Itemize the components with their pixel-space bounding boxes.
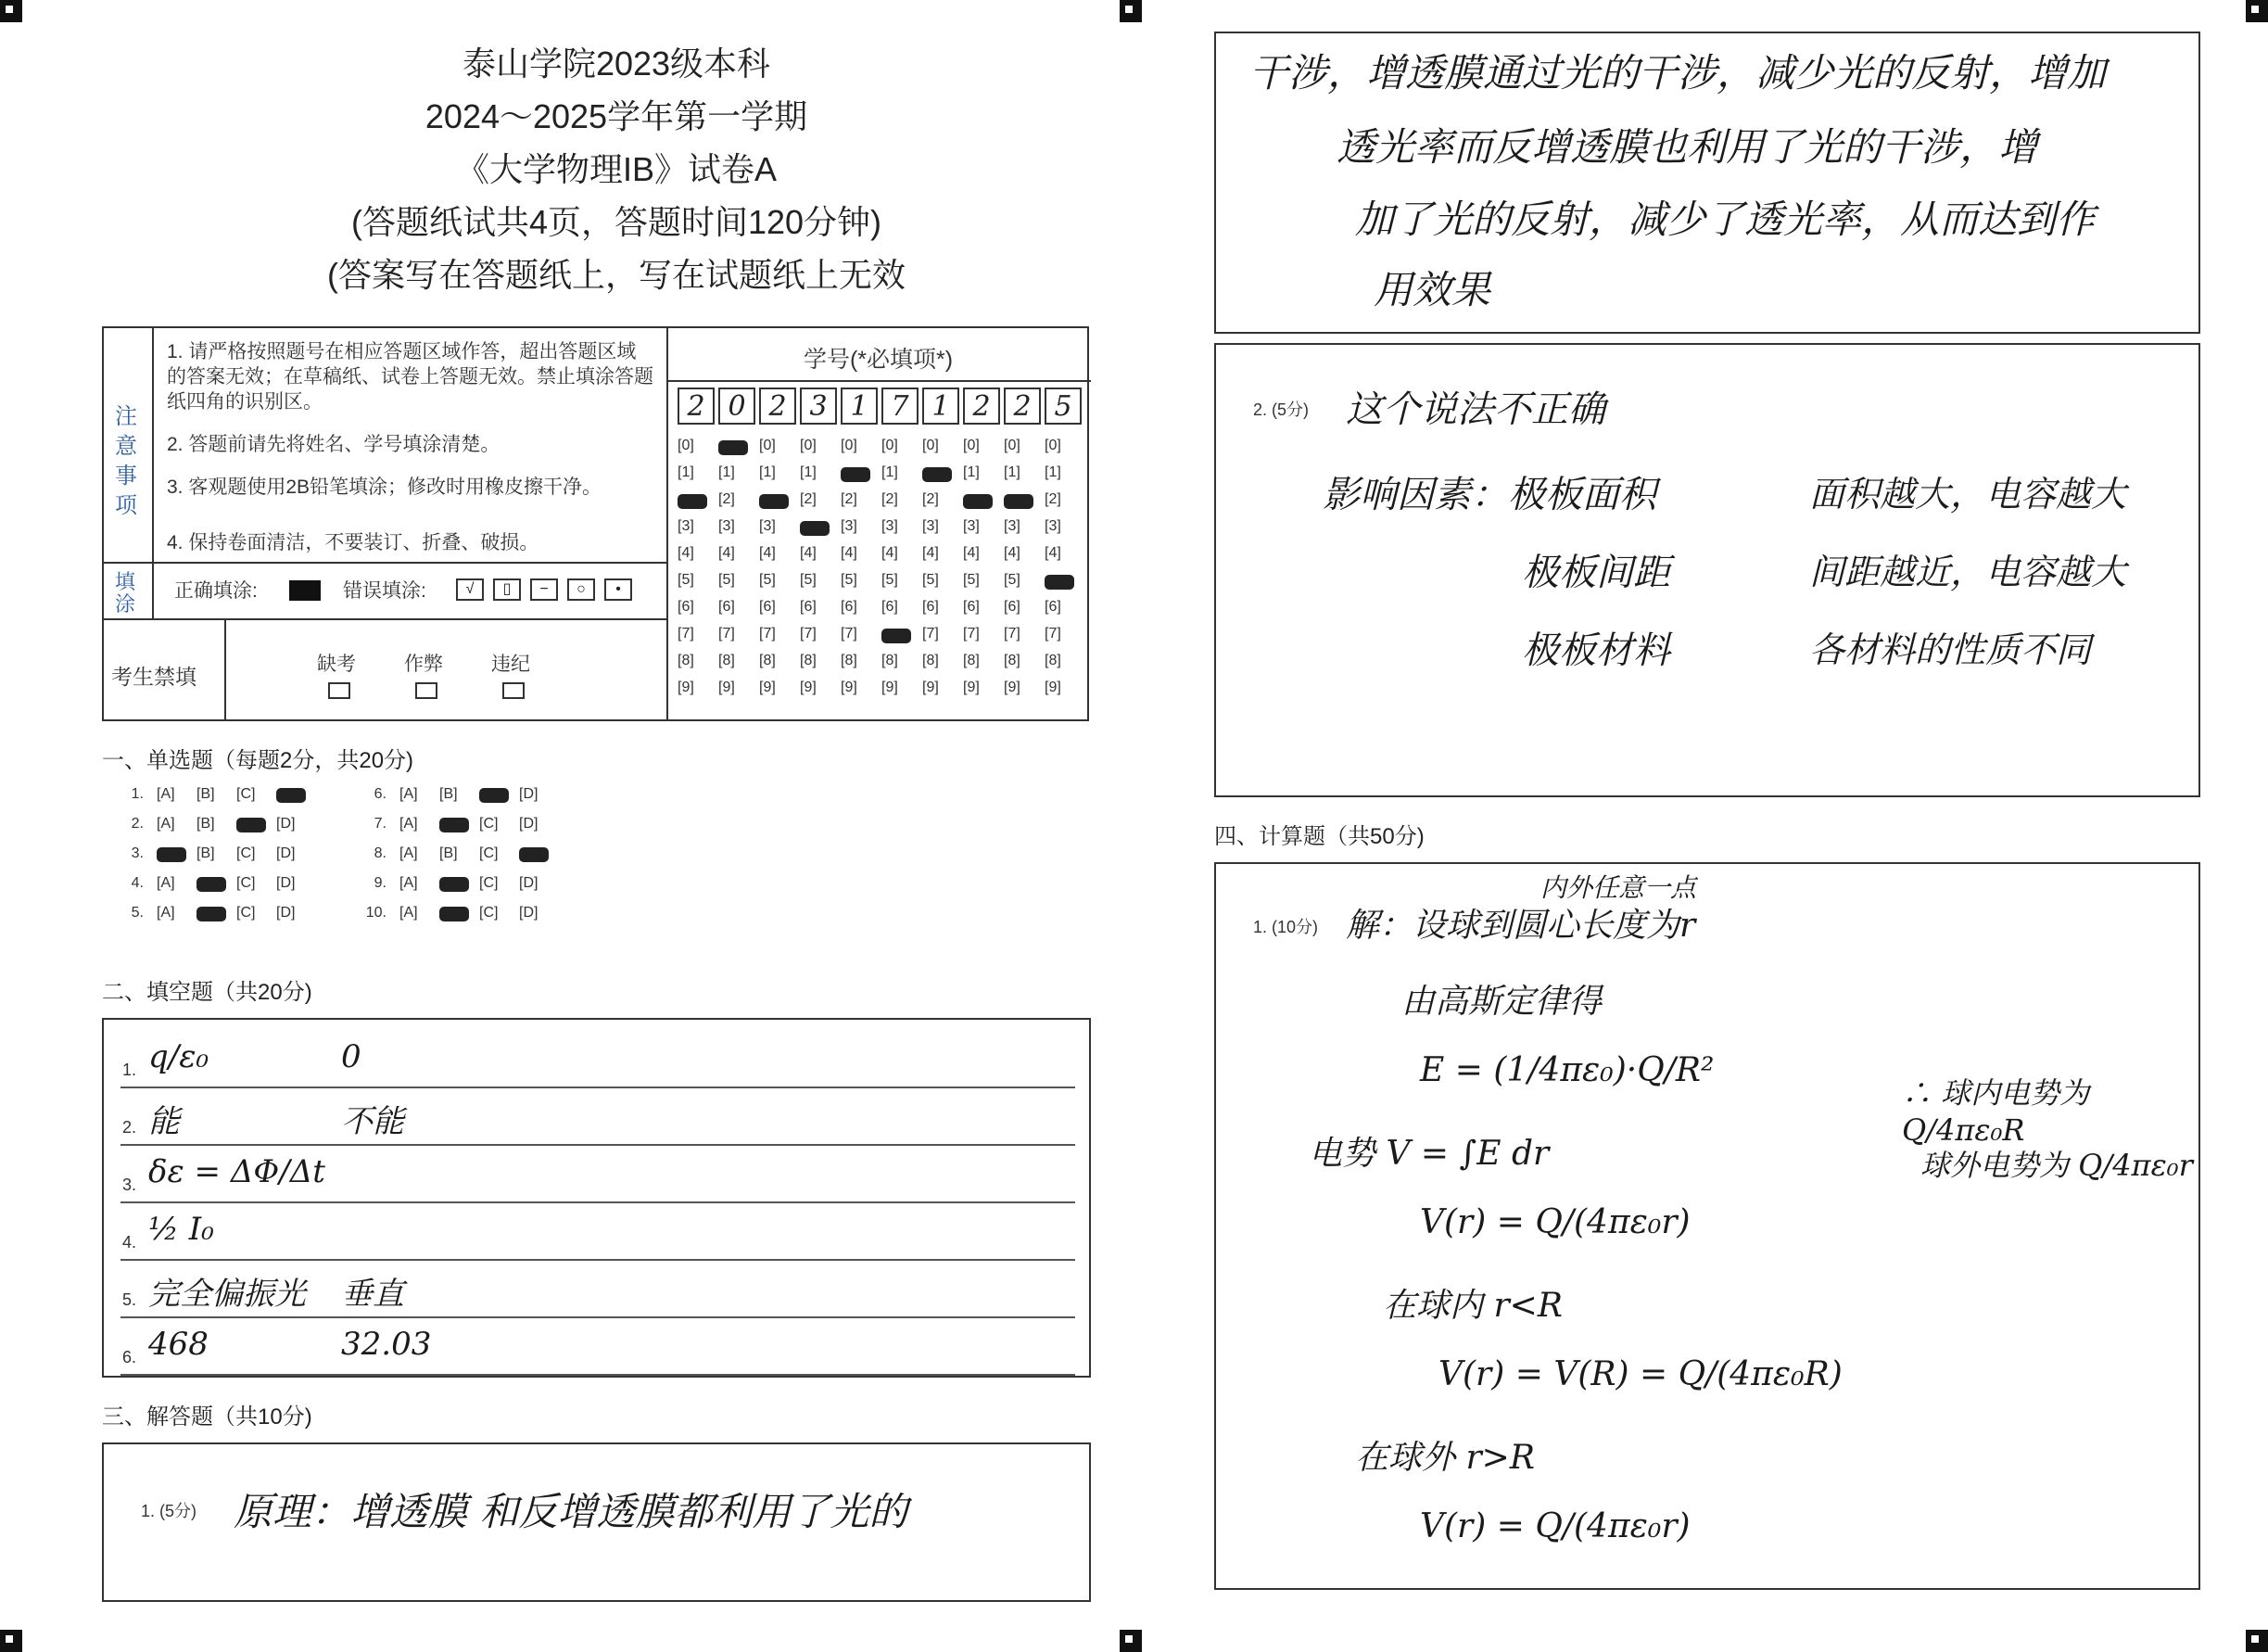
info-table	[102, 326, 1089, 721]
student-id-bubble: [4]	[1004, 545, 1020, 561]
student-id-bubble: [3]	[678, 518, 694, 534]
answer-q2-label: 2. (5分)	[1253, 400, 1310, 419]
student-id-bubble: [2]	[1045, 491, 1061, 507]
q1-cont-line-1: 干涉，增透膜通过光的干涉，减少光的反射，增加	[1249, 50, 2107, 95]
student-id-bubble: [2]	[922, 491, 939, 507]
calc-line: V(r) = Q/(4πε₀r)	[1420, 1203, 1691, 1241]
student-id-bubble: [3]	[718, 518, 735, 534]
mc-question-num: 5.	[131, 905, 144, 921]
student-id-bubble: [6]	[922, 599, 939, 615]
student-id-bubble: [5]	[800, 572, 817, 588]
wrong-fill-mark: ○	[567, 578, 595, 601]
fill-row-line	[120, 1316, 1075, 1318]
calc-line: E = (1/4πε₀)·Q/R²	[1420, 1051, 1715, 1089]
forbid-item-checkbox[interactable]	[502, 682, 525, 699]
student-id-bubble-filled	[881, 629, 911, 643]
student-id-bubble: [4]	[759, 545, 776, 561]
forbid-item-label: 违纪	[491, 654, 530, 675]
notice-item-1: 1. 请严格按照题号在相应答题区域作答，超出答题区域的答案无效；在草稿纸、试卷上答题无效。禁止填涂答题纸四角的识别区。	[167, 341, 653, 413]
student-id-bubble: [8]	[881, 653, 898, 668]
mc-option: [D]	[519, 816, 538, 832]
student-id-bubble-filled	[678, 494, 707, 509]
student-id-bubble: [0]	[1004, 438, 1020, 453]
forbid-label: 考生禁填	[111, 665, 196, 689]
wrong-fill-mark: ▯	[493, 578, 521, 601]
fill-row-line	[120, 1201, 1075, 1203]
student-id-bubble: [7]	[963, 626, 980, 642]
forbid-item-checkbox[interactable]	[415, 682, 437, 699]
mc-option-filled	[276, 788, 306, 803]
student-id-bubble: [4]	[678, 545, 694, 561]
student-id-bubble: [5]	[881, 572, 898, 588]
mc-option: [B]	[196, 816, 215, 832]
calc-line: 电势 V = ∫E dr	[1309, 1135, 1550, 1173]
section2-title: 二、填空题（共20分)	[102, 980, 312, 1005]
student-id-bubble: [1]	[963, 464, 980, 480]
wrong-fill-mark: •	[604, 578, 632, 601]
student-id-bubble: [5]	[718, 572, 735, 588]
mc-option: [D]	[276, 905, 296, 921]
answer-q1-label: 1. (5分)	[141, 1502, 197, 1520]
student-id-bubble: [9]	[800, 680, 817, 695]
mc-option: [D]	[519, 875, 538, 891]
answer-q1-box	[102, 1442, 1091, 1602]
calc-q1-annotation: 内外任意一点	[1540, 872, 1697, 903]
mc-option: [A]	[157, 905, 175, 921]
forbid-item-checkbox[interactable]	[328, 682, 350, 699]
mc-option-filled	[519, 847, 549, 862]
student-id-bubble: [0]	[963, 438, 980, 453]
mc-option-filled	[479, 788, 509, 803]
header-school: 泰山学院2023级本科	[462, 44, 771, 83]
student-id-digit: 2	[759, 388, 796, 425]
mc-option: [A]	[399, 845, 418, 861]
mc-question-num: 9.	[374, 875, 386, 891]
q1-cont-line-2: 透光率而反增透膜也利用了光的干涉，增	[1337, 124, 2038, 170]
student-id-bubble: [7]	[841, 626, 857, 642]
header-pages: (答题纸试共4页，答题时间120分钟)	[350, 203, 882, 241]
mc-option-filled	[157, 847, 186, 862]
header-answer-note: (答案写在答题纸上，写在试题纸上无效	[327, 256, 906, 294]
student-id-bubble: [4]	[800, 545, 817, 561]
student-id-bubble: [8]	[718, 653, 735, 668]
student-id-bubble: [8]	[841, 653, 857, 668]
fill-row-answer-2: 不能	[341, 1103, 404, 1140]
forbid-item-label: 作弊	[404, 654, 443, 675]
student-id-bubble: [9]	[1004, 680, 1020, 695]
student-id-bubble: [8]	[922, 653, 939, 668]
calc-line: V(r) = Q/(4πε₀r)	[1420, 1507, 1691, 1545]
student-id-bubble: [5]	[963, 572, 980, 588]
fill-label: 填涂	[115, 570, 136, 616]
student-id-bubble: [3]	[759, 518, 776, 534]
student-id-bubble: [5]	[922, 572, 939, 588]
student-id-bubble-filled	[841, 467, 870, 482]
student-id-bubble: [0]	[841, 438, 857, 453]
correct-fill-label: 正确填涂:	[174, 580, 258, 602]
q2-factor: 极板间距	[1522, 552, 1670, 594]
student-id-bubble: [2]	[718, 491, 735, 507]
q1-cont-line-4: 用效果	[1374, 267, 1491, 312]
mc-option: [B]	[196, 786, 215, 802]
mc-option: [C]	[479, 905, 499, 921]
student-id-bubble-filled	[922, 467, 952, 482]
fill-row-line	[120, 1374, 1075, 1376]
mc-option-filled	[196, 877, 226, 892]
fill-row-answer-2: 垂直	[341, 1276, 404, 1313]
fill-row-answer-1: δε = ΔΦ/Δt	[148, 1153, 325, 1190]
notice-item-2: 2. 答题前请先将姓名、学号填涂清楚。	[167, 434, 500, 455]
student-id-bubble: [4]	[922, 545, 939, 561]
mc-question-num: 2.	[131, 816, 144, 832]
fill-row-answer-1: ½ I₀	[148, 1211, 214, 1248]
student-id-bubble: [1]	[718, 464, 735, 480]
student-id-bubble: [1]	[678, 464, 694, 480]
fill-row-answer-1: q/ε₀	[148, 1038, 209, 1075]
student-id-bubble: [3]	[881, 518, 898, 534]
student-id-bubble: [7]	[759, 626, 776, 642]
student-id-bubble: [3]	[1004, 518, 1020, 534]
student-id-digit: 3	[800, 388, 837, 425]
fill-row-answer-1: 完全偏振光	[148, 1276, 306, 1313]
fill-row-answer-1: 468	[148, 1326, 209, 1363]
student-id-bubble: [8]	[800, 653, 817, 668]
mc-option: [D]	[276, 845, 296, 861]
mc-question-num: 1.	[131, 786, 144, 802]
student-id-bubble: [9]	[718, 680, 735, 695]
student-id-bubble-filled	[963, 494, 993, 509]
section1-title: 一、单选题（每题2分，共20分)	[102, 748, 414, 773]
calc-q1-side-1: ∴ 球内电势为 Q/4πε₀R	[1902, 1075, 2090, 1148]
wrong-fill-mark: √	[456, 578, 484, 601]
student-id-bubble: [8]	[759, 653, 776, 668]
student-id-bubble: [3]	[922, 518, 939, 534]
q2-factor: 极板材料	[1522, 629, 1670, 672]
student-id-bubble: [7]	[718, 626, 735, 642]
student-id-bubble: [7]	[1045, 626, 1061, 642]
fill-row-line	[120, 1259, 1075, 1261]
student-id-bubble: [0]	[922, 438, 939, 453]
corner-mark-br	[2246, 1630, 2268, 1652]
fill-row-line	[120, 1144, 1075, 1146]
student-id-bubble: [1]	[881, 464, 898, 480]
student-id-bubble: [8]	[1045, 653, 1061, 668]
student-id-bubble: [1]	[1004, 464, 1020, 480]
fill-row-line	[120, 1087, 1075, 1088]
mc-option: [D]	[519, 905, 538, 921]
fill-row-num: 2.	[122, 1118, 137, 1137]
student-id-bubble: [5]	[678, 572, 694, 588]
corner-mark-tm	[1120, 0, 1142, 22]
fill-row-num: 4.	[122, 1233, 137, 1252]
mc-question-num: 4.	[131, 875, 144, 891]
student-id-bubble: [3]	[963, 518, 980, 534]
student-id-title: 学号(*必填项*)	[803, 347, 954, 373]
mc-option-filled	[439, 818, 469, 832]
notice-item-3: 3. 客观题使用2B铅笔填涂；修改时用橡皮擦干净。	[167, 477, 602, 498]
calc-line: V(r) = V(R) = Q/(4πε₀R)	[1438, 1355, 1843, 1393]
student-id-bubble: [0]	[1045, 438, 1061, 453]
student-id-bubble-filled	[759, 494, 789, 509]
student-id-bubble: [9]	[881, 680, 898, 695]
student-id-bubble: [7]	[922, 626, 939, 642]
student-id-bubble: [2]	[881, 491, 898, 507]
student-id-digit: 2	[963, 388, 1000, 425]
calc-q1-side-2: 球外电势为 Q/4πε₀r	[1920, 1148, 2193, 1183]
student-id-bubble: [6]	[800, 599, 817, 615]
fill-blank-box	[102, 1018, 1091, 1378]
student-id-bubble: [6]	[1045, 599, 1061, 615]
calc-q1-box	[1214, 862, 2200, 1590]
notice-item-4: 4. 保持卷面清洁，不要装订、折叠、破损。	[167, 532, 539, 553]
fill-row-num: 5.	[122, 1290, 137, 1309]
student-id-bubble: [4]	[963, 545, 980, 561]
student-id-bubble: [3]	[1045, 518, 1061, 534]
answer-q2-box	[1214, 343, 2200, 797]
forbid-item-label: 缺考	[317, 654, 356, 675]
student-id-bubble: [7]	[678, 626, 694, 642]
mc-option: [A]	[399, 786, 418, 802]
student-id-digit: 7	[881, 388, 919, 425]
student-id-bubble: [6]	[718, 599, 735, 615]
correct-fill-sample	[289, 580, 321, 601]
q2-effect: 面积越大，电容越大	[1809, 474, 2127, 515]
mc-option: [D]	[276, 816, 296, 832]
student-id-bubble: [4]	[1045, 545, 1061, 561]
fill-row-answer-2: 32.03	[341, 1326, 432, 1363]
student-id-bubble: [5]	[1004, 572, 1020, 588]
student-id-bubble-filled	[718, 440, 748, 455]
mc-option: [A]	[399, 905, 418, 921]
student-id-digit: 2	[1004, 388, 1041, 425]
student-id-bubble: [0]	[800, 438, 817, 453]
fill-row-num: 3.	[122, 1175, 137, 1194]
student-id-bubble: [9]	[841, 680, 857, 695]
calc-line: 在球外 r>R	[1355, 1439, 1535, 1477]
mc-option: [C]	[479, 845, 499, 861]
student-id-bubble: [8]	[963, 653, 980, 668]
calc-q1-label: 1. (10分)	[1253, 918, 1319, 936]
student-id-bubble: [1]	[759, 464, 776, 480]
mc-option: [A]	[399, 875, 418, 891]
mc-question-num: 3.	[131, 845, 144, 861]
answer-q1-text: 原理：增透膜 和反增透膜都利用了光的	[234, 1489, 908, 1534]
student-id-bubble: [9]	[922, 680, 939, 695]
student-id-bubble: [5]	[759, 572, 776, 588]
corner-mark-bl	[0, 1630, 22, 1652]
student-id-bubble: [6]	[963, 599, 980, 615]
corner-mark-tr	[2246, 0, 2268, 22]
mc-option: [C]	[236, 786, 256, 802]
header-course: 《大学物理IB》试卷A	[455, 150, 778, 188]
student-id-bubble: [4]	[881, 545, 898, 561]
mc-option: [D]	[519, 786, 538, 802]
answer-q2-conclusion: 这个说法不正确	[1346, 388, 1605, 431]
mc-question-num: 7.	[374, 816, 386, 832]
mc-option-filled	[196, 907, 226, 921]
student-id-digit: 0	[718, 388, 755, 425]
student-id-bubble: [3]	[841, 518, 857, 534]
calc-line: 解：设球到圆心长度为r	[1346, 907, 1696, 945]
student-id-bubble: [6]	[678, 599, 694, 615]
fill-row-answer-1: 能	[148, 1103, 180, 1140]
mc-question-num: 10.	[365, 905, 386, 921]
student-id-bubble: [7]	[800, 626, 817, 642]
mc-option: [D]	[276, 875, 296, 891]
student-id-bubble: [0]	[759, 438, 776, 453]
mc-option: [C]	[236, 875, 256, 891]
student-id-bubble: [2]	[800, 491, 817, 507]
corner-mark-bm	[1120, 1630, 1142, 1652]
mc-option: [A]	[157, 816, 175, 832]
student-id-bubble: [1]	[1045, 464, 1061, 480]
fill-row-answer-2: 0	[341, 1038, 361, 1075]
student-id-digit: 1	[841, 388, 878, 425]
mc-option: [A]	[157, 875, 175, 891]
student-id-bubble: [6]	[759, 599, 776, 615]
student-id-digit: 1	[922, 388, 959, 425]
mc-option-filled	[439, 877, 469, 892]
mc-option: [B]	[439, 845, 458, 861]
student-id-bubble: [8]	[678, 653, 694, 668]
mc-option: [C]	[479, 816, 499, 832]
q2-effect: 各材料的性质不同	[1809, 629, 2092, 670]
student-id-bubble-filled	[1004, 494, 1033, 509]
mc-option: [C]	[479, 875, 499, 891]
mc-option: [B]	[196, 845, 215, 861]
student-id-bubble: [1]	[800, 464, 817, 480]
mc-option: [C]	[236, 905, 256, 921]
section3-title: 三、解答题（共10分)	[102, 1404, 312, 1430]
answer-q1-continued-box	[1214, 32, 2200, 334]
student-id-bubble: [7]	[1004, 626, 1020, 642]
wrong-fill-mark: −	[530, 578, 558, 601]
student-id-bubble: [9]	[1045, 680, 1061, 695]
mc-question-num: 6.	[374, 786, 386, 802]
student-id-bubble: [6]	[841, 599, 857, 615]
corner-mark-tl	[0, 0, 22, 22]
student-id-bubble: [9]	[678, 680, 694, 695]
student-id-bubble: [6]	[881, 599, 898, 615]
section4-title: 四、计算题（共50分)	[1214, 824, 1425, 849]
mc-option-filled	[236, 818, 266, 832]
student-id-digit: 2	[678, 388, 715, 425]
q2-effect: 间距越近，电容越大	[1809, 552, 2127, 592]
fill-row-num: 6.	[122, 1348, 137, 1366]
student-id-bubble-filled	[800, 521, 830, 536]
fill-row-num: 1.	[122, 1061, 137, 1079]
mc-option: [A]	[399, 816, 418, 832]
student-id-digit: 5	[1045, 388, 1082, 425]
notice-label: 注意事项	[115, 404, 137, 518]
student-id-bubble: [4]	[718, 545, 735, 561]
student-id-bubble: [0]	[881, 438, 898, 453]
q2-factor: 影响因素：极板面积	[1323, 474, 1656, 516]
student-id-bubble: [9]	[759, 680, 776, 695]
calc-line: 在球内 r<R	[1383, 1287, 1563, 1325]
mc-option-filled	[439, 907, 469, 921]
student-id-bubble: [0]	[678, 438, 694, 453]
student-id-bubble: [4]	[841, 545, 857, 561]
mc-option: [A]	[157, 786, 175, 802]
calc-line: 由高斯定律得	[1401, 983, 1603, 1021]
mc-question-num: 8.	[374, 845, 386, 861]
student-id-bubble: [8]	[1004, 653, 1020, 668]
mc-option: [B]	[439, 786, 458, 802]
student-id-bubble-filled	[1045, 575, 1074, 590]
mc-option: [C]	[236, 845, 256, 861]
student-id-bubble: [5]	[841, 572, 857, 588]
header-term: 2024～2025学年第一学期	[424, 97, 808, 135]
student-id-bubble: [2]	[841, 491, 857, 507]
student-id-bubble: [6]	[1004, 599, 1020, 615]
wrong-fill-label: 错误填涂:	[343, 580, 426, 602]
q1-cont-line-3: 加了光的反射，减少了透光率，从而达到作	[1355, 197, 2096, 242]
student-id-bubble: [9]	[963, 680, 980, 695]
